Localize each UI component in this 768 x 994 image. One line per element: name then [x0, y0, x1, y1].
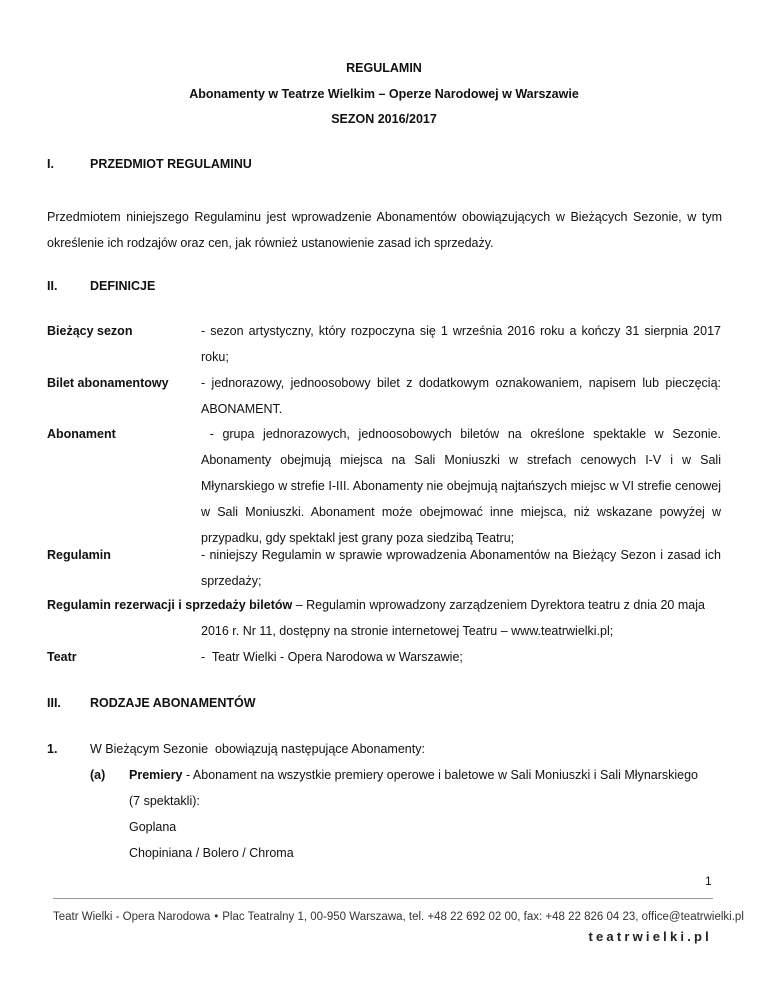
definition-row-regulamin-rezerwacji: [47, 598, 722, 612]
footer-divider: [53, 898, 713, 899]
sublist-label: (a): [90, 768, 106, 782]
definition-text: - grupa jednorazowych, jednoosobowych biletów na określone spektakle w Sezonie. Abonamenty obejmują miejsca na Sali Moniuszki w strefach cenowych I-V i w Sali Młynarskiego w strefie I-III. Abonamenty nie obejmują najtańszych miejsc w VI strefie cenowej w Sali Moniuszki. Abonament może obejmować inne miejsca, niż wskazane powyżej w przypadku, gdy spektakl jest grany poza siedzibą Teatru;: [201, 427, 725, 545]
definition-text: - niniejszy Regulamin w sprawie wprowadzenia Abonamentów na Bieżący Sezon i zasad ich sprzedaży;: [201, 548, 721, 588]
performance-item: Chopiniana / Bolero / Chroma: [129, 846, 294, 860]
document-title: REGULAMIN: [346, 61, 422, 75]
section-2-title: DEFINICJE: [90, 279, 156, 293]
sublist-item-premiery: [129, 768, 698, 782]
definition-text-continued: 2016 r. Nr 11, dostępny na stronie internetowej Teatru – www.teatrwielki.pl;: [201, 624, 614, 638]
document-subtitle: Abonamenty w Teatrze Wielkim – Operze Narodowej w Warszawie: [189, 87, 579, 101]
definition-term: Teatr: [47, 650, 77, 664]
section-1-title: PRZEDMIOT REGULAMINU: [90, 157, 252, 171]
definition-term: Bilet abonamentowy: [47, 376, 169, 390]
definition-term: Bieżący sezon: [47, 324, 133, 338]
footer-brand-logo: teatrwielki.pl: [588, 929, 712, 944]
footer-contact: [53, 911, 744, 923]
section-2-number: II.: [47, 279, 58, 293]
footer-address: Plac Teatralny 1, 00-950 Warszawa, tel. +48 22 692 02 00, fax: +48 22 826 04 23, office@teatrwielki.pl: [222, 911, 744, 923]
definition-term: Abonament: [47, 427, 116, 441]
footer-org-name: Teatr Wielki - Opera Narodowa: [53, 911, 211, 923]
list-item-text: W Bieżącym Sezonie obowiązują następujące Abonamenty:: [90, 742, 425, 756]
bullet-icon: •: [214, 911, 219, 923]
section-3-title: RODZAJE ABONAMENTÓW: [90, 696, 256, 710]
section-1-number: I.: [47, 157, 54, 171]
definition-text: - jednorazowy, jednoosobowy bilet z dodatkowym oznakowaniem, napisem lub pieczęcią: ABONAMENT.: [201, 376, 721, 416]
section-1-body: Przedmiotem niniejszego Regulaminu jest wprowadzenie Abonamentów obowiązujących w Bieżących Sezonie, w tym określenie ich rodzajów oraz cen, jak również ustanowienie zasad ich sprzedaży.: [47, 210, 722, 250]
definition-text: - Teatr Wielki - Opera Narodowa w Warszawie;: [201, 650, 463, 664]
performance-item: Goplana: [129, 820, 177, 834]
definition-term: Regulamin rezerwacji i sprzedaży biletów: [47, 598, 293, 612]
definition-text: – Regulamin wprowadzony zarządzeniem Dyrektora teatru z dnia 20 maja: [292, 598, 705, 612]
list-item-number: 1.: [47, 742, 58, 756]
definition-text: - sezon artystyczny, który rozpoczyna się 1 września 2016 roku a kończy 31 sierpnia 2017 roku;: [201, 324, 721, 364]
definition-term: Regulamin: [47, 548, 111, 562]
page-number: 1: [705, 874, 712, 888]
sublist-item-title: Premiery: [129, 768, 183, 782]
season-label: SEZON 2016/2017: [331, 112, 437, 126]
section-3-number: III.: [47, 696, 61, 710]
sublist-item-count: (7 spektakli):: [129, 794, 200, 808]
sublist-item-text: - Abonament na wszystkie premiery operowe i baletowe w Sali Moniuszki i Sali Młynarskiego: [182, 768, 699, 782]
